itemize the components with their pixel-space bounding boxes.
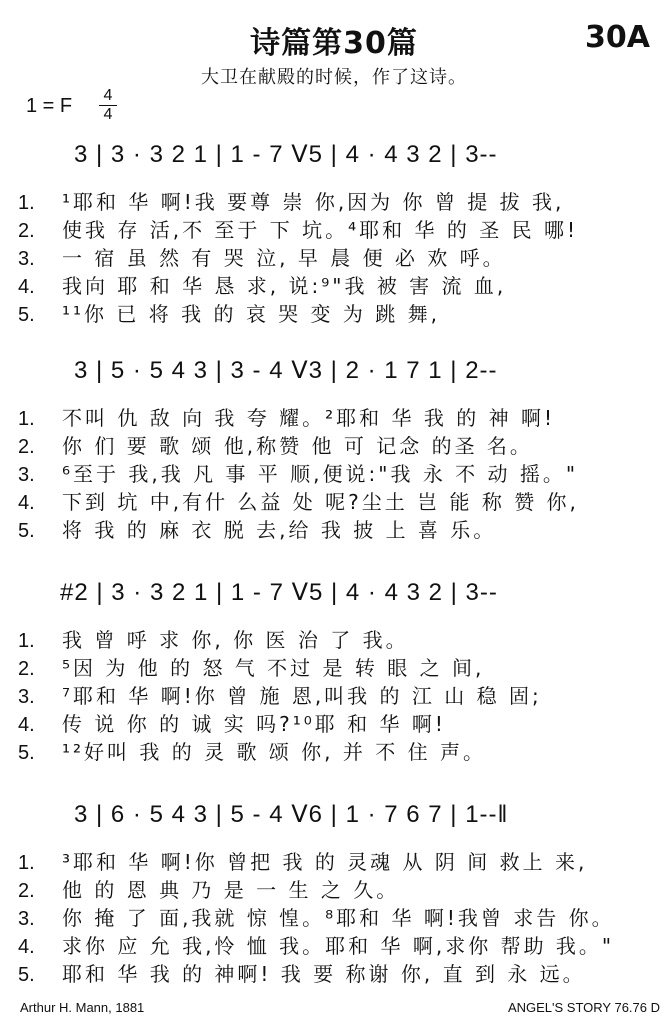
melody-line: 3 | 6 · 5 4 3 | 5 - 4 ᐯ6 | 1 · 7 6 7 | 1--‖ xyxy=(74,801,509,828)
lyric-line xyxy=(18,186,564,215)
verse-number: 5. xyxy=(18,520,35,542)
hymn-number: 30A xyxy=(585,20,650,55)
composer-credit: Arthur H. Mann, 1881 xyxy=(20,1000,145,1015)
lyric-line xyxy=(18,298,440,327)
lyric-text: 不叫 仇 敌 向 我 夸 耀。²耶和 华 我 的 神 啊! xyxy=(62,406,555,430)
verse-number: 2. xyxy=(18,880,35,902)
melody-line: 3 | 3 · 3 2 1 | 1 - 7 ᐯ5 | 4 · 4 3 2 | 3-- xyxy=(74,141,498,168)
lyric-text: 求你 应 允 我,怜 恤 我。耶和 华 啊,求你 帮助 我。" xyxy=(62,934,615,958)
verse-number: 3. xyxy=(18,686,35,708)
lyric-text: 你 掩 了 面,我就 惊 惶。⁸耶和 华 啊!我曾 求告 你。 xyxy=(62,906,615,930)
lyric-line xyxy=(18,874,399,903)
lyric-line xyxy=(18,402,555,431)
verse-number: 1. xyxy=(18,408,35,430)
verse-number: 4. xyxy=(18,936,35,958)
lyric-line xyxy=(18,902,615,931)
lyric-line xyxy=(18,680,542,709)
lyric-line xyxy=(18,708,446,737)
verse-number: 2. xyxy=(18,658,35,680)
music-system-2 xyxy=(0,356,668,542)
time-signature-bottom: 4 xyxy=(103,106,113,123)
lyric-text: ¹耶和 华 啊!我 要尊 崇 你,因为 你 曾 提 拔 我, xyxy=(62,190,565,214)
hymn-title: 诗篇第30篇 xyxy=(250,26,418,61)
music-system-4 xyxy=(0,800,668,986)
lyric-text: 传 说 你 的 诚 实 吗?¹⁰耶 和 华 啊! xyxy=(62,712,446,736)
lyric-text: ¹¹你 已 将 我 的 哀 哭 变 为 跳 舞, xyxy=(62,302,440,326)
lyric-text: 下到 坑 中,有什 么益 处 呢?尘土 岂 能 称 赞 你, xyxy=(62,490,579,514)
lyric-text: 使我 存 活,不 至于 下 坑。⁴耶和 华 的 圣 民 哪! xyxy=(62,218,578,242)
verse-number: 2. xyxy=(18,436,35,458)
verse-number: 2. xyxy=(18,220,35,242)
lyric-line xyxy=(18,486,579,515)
lyric-text: 我 曾 呼 求 你, 你 医 治 了 我。 xyxy=(62,628,409,652)
lyric-line xyxy=(18,214,578,243)
lyric-line xyxy=(18,736,486,765)
verse-number: 4. xyxy=(18,492,35,514)
lyric-text: ⁵因 为 他 的 怒 气 不过 是 转 眼 之 间, xyxy=(62,656,485,680)
key-signature: 1 = F xyxy=(26,95,73,117)
lyric-text: ⁷耶和 华 啊!你 曾 施 恩,叫我 的 江 山 稳 固; xyxy=(62,684,542,708)
lyric-line xyxy=(18,652,484,681)
verse-number: 1. xyxy=(18,192,35,214)
music-system-1 xyxy=(0,140,668,326)
lyric-text: 将 我 的 麻 衣 脱 去,给 我 披 上 喜 乐。 xyxy=(62,518,497,542)
verse-number: 4. xyxy=(18,276,35,298)
verse-number: 5. xyxy=(18,964,35,986)
lyric-line xyxy=(18,242,506,271)
verse-number: 1. xyxy=(18,630,35,652)
melody-line: #2 | 3 · 3 2 1 | 1 - 7 ᐯ5 | 4 · 4 3 2 | 3-- xyxy=(60,579,498,606)
lyric-text: ³耶和 华 啊!你 曾把 我 的 灵魂 从 阴 间 救上 来, xyxy=(62,850,588,874)
lyric-line xyxy=(18,958,586,987)
lyric-line xyxy=(18,930,614,959)
lyric-line xyxy=(18,514,496,543)
lyric-line xyxy=(18,430,533,459)
music-system-3 xyxy=(0,578,668,764)
lyric-text: ¹²好叫 我 的 灵 歌 颂 你, 并 不 住 声。 xyxy=(62,740,486,764)
lyric-line xyxy=(18,458,578,487)
lyric-line xyxy=(18,270,506,299)
hymn-subtitle: 大卫在献殿的时候，作了这诗。 xyxy=(201,67,467,88)
lyric-line xyxy=(18,846,587,875)
verse-number: 3. xyxy=(18,248,35,270)
time-signature xyxy=(96,88,120,123)
melody-line: 3 | 5 · 5 4 3 | 3 - 4 ᐯ3 | 2 · 1 7 1 | 2-- xyxy=(74,357,498,384)
lyric-text: 你 们 要 歌 颂 他,称赞 他 可 记念 的圣 名。 xyxy=(62,434,533,458)
verse-number: 5. xyxy=(18,742,35,764)
lyric-text: 耶和 华 我 的 神啊! 我 要 称谢 你, 直 到 永 远。 xyxy=(62,962,586,986)
lyric-text: 我向 耶 和 华 恳 求, 说:⁹"我 被 害 流 血, xyxy=(62,274,507,298)
time-signature-top: 4 xyxy=(103,87,113,104)
lyric-text: ⁶至于 我,我 凡 事 平 顺,便说:"我 永 不 动 摇。" xyxy=(62,462,579,486)
verse-number: 3. xyxy=(18,908,35,930)
verse-number: 4. xyxy=(18,714,35,736)
tune-name: ANGEL'S STORY 76.76 D xyxy=(507,1000,660,1015)
verse-number: 3. xyxy=(18,464,35,486)
lyric-line xyxy=(18,624,409,653)
verse-number: 1. xyxy=(18,852,35,874)
lyric-text: 一 宿 虽 然 有 哭 泣, 早 晨 便 必 欢 呼。 xyxy=(62,246,506,270)
lyric-text: 他 的 恩 典 乃 是 一 生 之 久。 xyxy=(62,878,400,902)
verse-number: 5. xyxy=(18,304,35,326)
